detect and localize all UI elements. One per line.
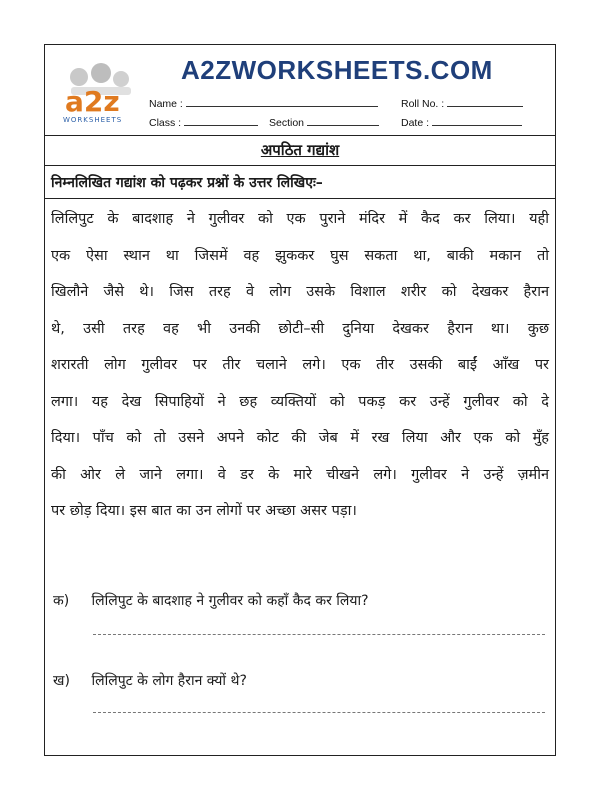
date-blank [432, 116, 522, 126]
passage-line: खिलौने जैसे थे। जिस तरह वे लोग उसके विशाल शरीर को देखकर हैरान [51, 284, 549, 300]
question-2 [53, 671, 549, 690]
roll-blank [447, 97, 523, 107]
passage-line: शरारती लोग गुलीवर पर तीर चलाने लगे। एक तीर उसकी बाईं आँख पर [51, 357, 549, 373]
answer-line-2[interactable] [93, 711, 545, 713]
name-blank [186, 97, 378, 107]
passage-line: थे, उसी तरह वह भी उनकी छोटी–सी दुनिया देखकर हैरान था। कुछ [51, 320, 549, 337]
logo-subtext: WORKSHEETS [63, 116, 123, 124]
roll-label: Roll No. : [401, 98, 445, 110]
passage-line: लगा। यह देख सिपाहियों ने छह व्यक्तियों को पकड़ कर उन्हें गुलीवर को दे [51, 393, 549, 410]
question-label: क) [53, 593, 70, 609]
section-blank [307, 116, 379, 126]
question-1 [53, 591, 549, 610]
question-label: ख) [53, 673, 70, 689]
worksheet-title: अपठित गद्यांश [260, 141, 340, 159]
question-text: लिलिपुट के बादशाह ने गुलीवर को कहाँ कैद कर लिया? [91, 593, 369, 609]
roll-field [401, 97, 523, 110]
passage-line: लिलिपुट के बादशाह ने गुलीवर को एक पुराने मंदिर में कैद कर लिया। यही [51, 211, 549, 227]
worksheet-frame [44, 44, 556, 756]
passage-line: पर छोड़ दिया। इस बात का उन लोगों पर अच्छा असर पड़ा। [51, 503, 357, 519]
a2z-logo [57, 59, 145, 125]
name-label: Name : [149, 98, 183, 110]
passage-line: दिया। पाँच को तो उसने अपने कोट की जेब में रख लिया और एक को मुँह [51, 430, 549, 446]
site-title: A2ZWORKSHEETS.COM [181, 55, 493, 85]
date-label: Date : [401, 117, 430, 129]
question-text: लिलिपुट के लोग हैरान क्यों थे? [91, 673, 247, 689]
worksheet-title-row [45, 135, 555, 166]
date-field [401, 116, 522, 129]
class-label: Class : [149, 117, 182, 129]
class-field [149, 116, 258, 129]
section-field [269, 116, 379, 129]
name-field [149, 97, 378, 110]
worksheet-header [45, 45, 555, 136]
section-label: Section [269, 117, 305, 129]
logo-letters: a2z [65, 85, 120, 118]
class-blank [184, 116, 258, 126]
instruction: निम्नलिखित गद्यांश को पढ़कर प्रश्नों के उत्तर लिखिएः– [45, 167, 555, 199]
passage-line: एक ऐसा स्थान था जिसमें वह झुककर घुस सकता था, बाकी मकान तो [51, 247, 549, 264]
passage-line: की ओर ले जाने लगा। वे डर के मारे चीखने लगे। गुलीवर ने उन्हें ज़मीन [51, 466, 549, 483]
passage [51, 201, 549, 530]
answer-line-1[interactable] [93, 633, 545, 635]
